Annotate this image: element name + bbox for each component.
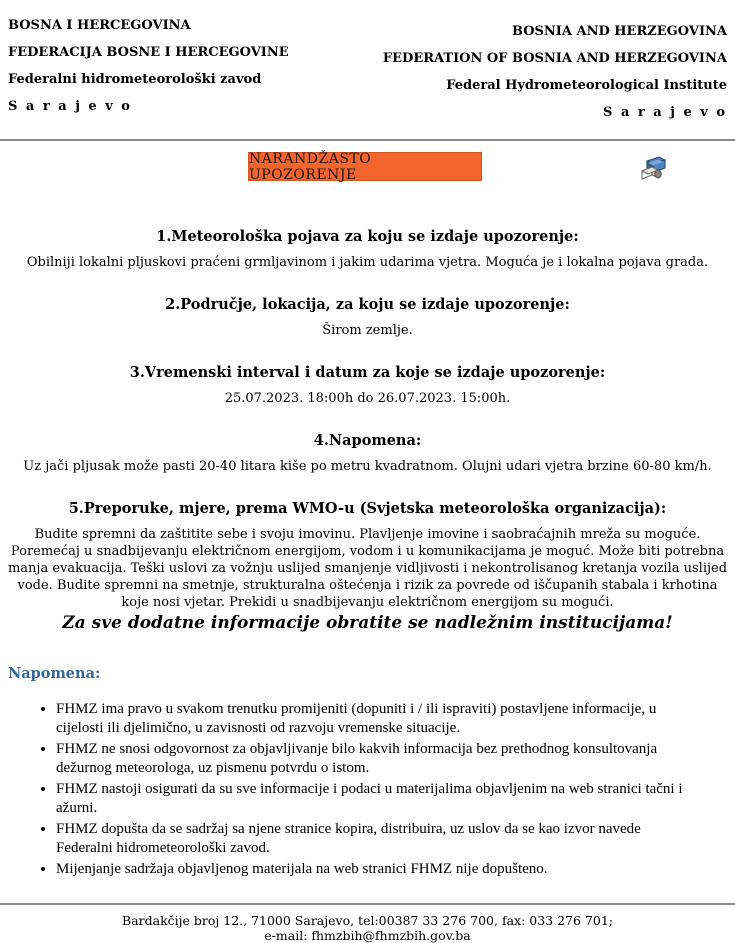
header-country-en: BOSNIA AND HERZEGOVINA xyxy=(511,24,727,39)
page-header xyxy=(0,0,735,126)
header-country-bs: BOSNA I HERCEGOVINA xyxy=(8,18,191,33)
header-city-en: S a r a j e v o xyxy=(603,105,727,120)
page-footer xyxy=(0,913,735,943)
header-english xyxy=(383,12,727,126)
section-time-interval xyxy=(0,364,735,407)
note-item: • FHMZ nastoji osigurati da su sve informacije i podaci u materijalima objavljenim na web stranici tačni i ažurni. xyxy=(56,780,687,818)
note-item: • Mijenjanje sadržaja objavljenog materijala na web stranici FHMZ nije dopušteno. xyxy=(56,860,687,879)
footer-address: Bardakčije broj 12., 71000 Sarajevo, tel:00387 33 276 700, fax: 033 276 701; xyxy=(122,913,613,928)
footer-divider xyxy=(0,903,735,905)
header-federation-bs: FEDERACIJA BOSNE I HERCEGOVINE xyxy=(8,45,289,60)
warning-sections xyxy=(0,228,735,633)
header-institute-en: Federal Hydrometeorological Institute xyxy=(446,78,727,93)
footer-email: e-mail: fhmzbih@fhmzbih.gov.ba xyxy=(264,928,471,943)
section-recommendations xyxy=(0,500,735,633)
printer-icon[interactable] xyxy=(639,155,669,183)
notes-heading: Napomena: xyxy=(8,665,101,682)
header-city-bs: S a r a j e v o xyxy=(8,99,132,114)
header-bosnian xyxy=(8,12,289,126)
section-note xyxy=(0,432,735,475)
banner-row xyxy=(0,152,735,194)
section-body: Obilniji lokalni pljuskovi praćeni grmljavinom i jakim udarima vjetra. Moguća je i lokalna pojava grada. xyxy=(26,255,709,270)
notes-section xyxy=(0,665,735,879)
section-heading: 4.Napomena: xyxy=(313,432,422,449)
note-item: • FHMZ ne snosi odgovornost za objavljivanje bilo kakvih informacija bez prethodnog konsultovanja dežurnog meteorologa, uz pismenu potvrdu o istom. xyxy=(56,740,687,778)
section-heading: 2.Područje, lokacija, za koju se izdaje upozorenje: xyxy=(165,296,570,313)
section-area xyxy=(0,296,735,339)
note-item: • FHMZ dopušta da se sadržaj sa njene stranice kopira, distribuira, uz uslov da se kao izvor navede Federalni hidrometeorološki zavod. xyxy=(56,820,687,858)
header-divider xyxy=(0,139,735,141)
note-item: • FHMZ ima pravo u svakom trenutku promijeniti (dopuniti i / ili ispraviti) postavljene informacije, u cijelosti ili djelimično, u zavisnosti od razvoju vremenske situacije. xyxy=(56,700,687,738)
header-institute-bs: Federalni hidrometeorološki zavod xyxy=(8,72,262,87)
section-body: Uz jači pljusak može pasti 20-40 litara kiše po metru kvadratnom. Olujni udari vjetra brzine 60-80 km/h. xyxy=(23,459,712,474)
section-phenomenon xyxy=(0,228,735,271)
section-heading: 3.Vremenski interval i datum za koje se izdaje upozorenje: xyxy=(129,364,606,381)
emphasis-line: Za sve dodatne informacije obratite se nadležnim institucijama! xyxy=(62,613,673,633)
notes-list xyxy=(8,700,727,879)
section-body: Širom zemlje. xyxy=(322,323,413,338)
orange-warning-banner[interactable]: NARANDŽASTO UPOZORENJE xyxy=(248,152,482,181)
section-body: 25.07.2023. 18:00h do 26.07.2023. 15:00h. xyxy=(224,391,511,406)
section-body: Budite spremni da zaštitite sebe i svoju imovinu. Plavljenje imovine i saobraćajnih mreža su moguće. Poremećaj u snadbijevanju električnom energijom, vodom i u komunikacijama je moguć. Može biti potrebna manja evakuacija. Teški uslovi za vožnju uslijed smanjenje vidljivosti i nekontrolisanog kretanja vozila uslijed vode. Budite spremni na smetnje, strukturalna oštećenja i rizik za povrede od iščupanih stabala i krhotina koje nosi vjetar. Prekidi u snadbijevanju električnom energijom su mogući. xyxy=(7,527,728,610)
section-heading: 5.Preporuke, mjere, prema WMO-u (Svjetska meteorološka organizacija): xyxy=(68,500,667,517)
section-heading: 1.Meteorološka pojava za koju se izdaje upozorenje: xyxy=(156,228,579,245)
header-federation-en: FEDERATION OF BOSNIA AND HERZEGOVINA xyxy=(382,51,727,66)
